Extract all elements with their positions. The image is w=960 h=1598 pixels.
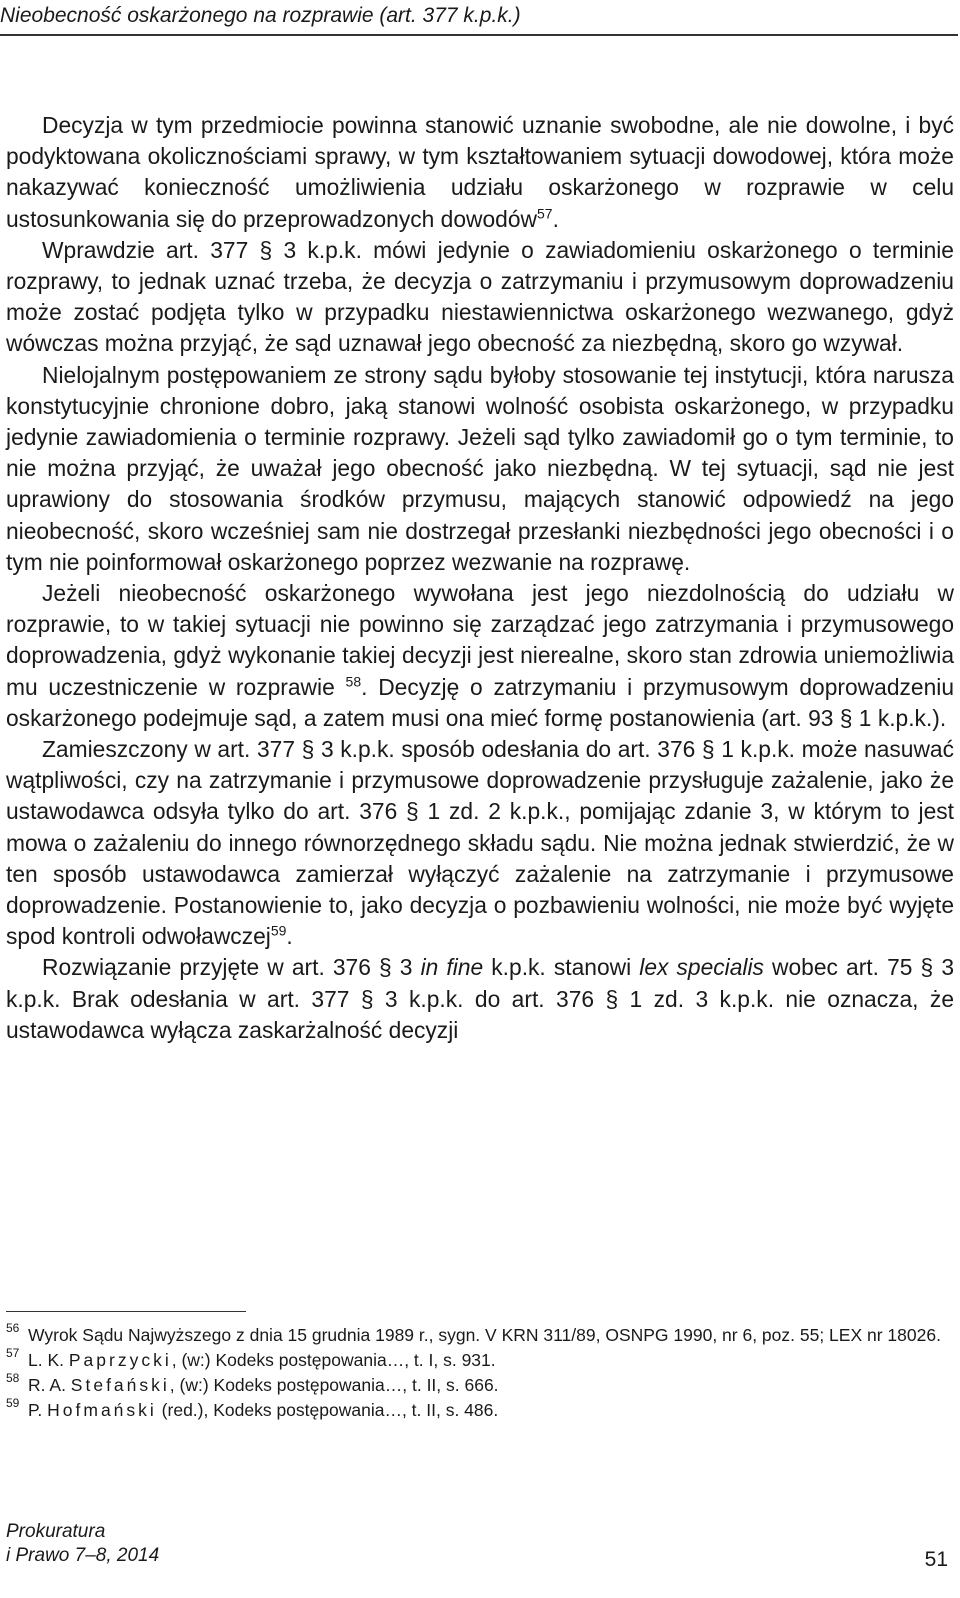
paragraph-4: Jeżeli nieobecność oskarżonego wywołana jest jego niezdolnością do udziału w rozprawie, to w takiej sytuacji nie powinno się zarządzać jego zatrzymania i przymusowego doprowadzenia, gdyż wykonanie takiej decyzji jest nierealne, skoro stan zdrowia uniemożliwia mu uczestniczenie w rozprawie $^{58}$. Decyzję o zatrzymaniu i przymusowym doprowadzeniu oskarżonego podejmuje sąd, a zatem musi ona mieć formę postanowienia (art. 93 § 1 k.p.k.). (6, 580, 954, 731)
paragraph-1: Decyzja w tym przedmiocie powinna stanowić uznanie swobodne, ale nie dowolne, i być podyktowana okolicznościami sprawy, w tym kształtowaniem sytuacji dowodowej, która może nakazywać konieczność umożliwienia udziału oskarżonego w rozprawie w celu ustosunkowania się do przeprowadzonych dowodów$^{57}$. (6, 112, 954, 232)
footnote-separator (6, 1311, 246, 1312)
paragraph-3: Nielojalnym postępowaniem ze strony sądu byłoby stosowanie tej instytucji, która narusza konstytucyjnie chronione dobro, jaką stanowi wolność osobista oskarżonego, w przypadku jedynie zawiadomienia o terminie rozprawy. Jeżeli sąd tylko zawiadomił go o tym terminie, to nie można przyjąć, że uważał jego obecność jako niezbędną. W tej sytuacji, sąd nie jest uprawiony do stosowania środków przymusu, mających stanowić odpowiedź na jego nieobecność, skoro wcześniej sam nie dostrzegał przesłanki niezbędności jego obecności i o tym nie poinformował oskarżonego poprzez wezwanie na rozprawę. (6, 361, 954, 575)
footnote-58: 58 R. A. Stefański, (w:) Kodeks postępowania…, t. II, s. 666. (6, 1371, 499, 1395)
body-text (6, 110, 954, 1046)
paragraph-6: Rozwiązanie przyjęte w art. 376 § 3 in fine k.p.k. stanowi lex specialis wobec art. 75 § 3 k.p.k. Brak odesłania w art. 377 § 3 k.p.k. do art. 376 § 1 zd. 3 k.p.k. nie oznacza, że ustawodawca wyłącza zaskarżalność decyzji (6, 954, 954, 1043)
paragraph-5: Zamieszczony w art. 377 § 3 k.p.k. sposób odesłania do art. 376 § 1 k.p.k. może nasuwać wątpliwości, czy na zatrzymanie i przymusowe doprowadzenie przysługuje zażalenie, jako że ustawodawca odsyła tylko do art. 376 § 1 zd. 2 k.p.k., pomijając zdanie 3, w którym to jest mowa o zażaleniu do innego równorzędnego składu sądu. Nie można jednak stwierdzić, że w ten sposób ustawodawca zamierzał wyłączyć zażalenie na zatrzymanie i przymusowe doprowadzenie. Postanowienie to, jako decyzja o pozbawieniu wolności, nie może być wyjęte spod kontroli odwoławczej$^{59}$. (6, 736, 954, 950)
footnote-ref-58[interactable]: 58 (345, 673, 362, 690)
footnote-ref-57[interactable]: 57 (537, 205, 553, 222)
journal-name: Prokuratura i Prawo 7–8, 2014 (6, 1521, 160, 1566)
footnote-59: 59 P. Hofmański (red.), Kodeks postępowania…, t. II, s. 486. (6, 1396, 499, 1420)
footnote-57: 57 L. K. Paprzycki, (w:) Kodeks postępowania…, t. I, s. 931. (6, 1346, 496, 1370)
footnote-56: 56 Wyrok Sądu Najwyższego z dnia 15 grudnia 1989 r., sygn. V KRN 311/89, OSNPG 1990, nr 6, poz. 55; LEX nr 18026. (6, 1321, 941, 1345)
page-number: 51 (924, 1548, 948, 1571)
running-header: Nieobecność oskarżonego na rozprawie (art. 377 k.p.k.) (0, 4, 958, 36)
footnote-ref-59[interactable]: 59 (270, 922, 287, 939)
paragraph-2: Wprawdzie art. 377 § 3 k.p.k. mówi jedynie o zawiadomieniu oskarżonego o terminie rozprawy, to jednak uznać trzeba, że decyzja o zatrzymaniu i przymusowym doprowadzeniu może zostać podjęta tylko w przypadku niestawiennictwa oskarżonego wezwanego, gdyż wówczas można przyjąć, że sąd uznawał jego obecność za niezbędną, skoro go wzywał. (6, 236, 954, 357)
footnotes (6, 1323, 946, 1423)
